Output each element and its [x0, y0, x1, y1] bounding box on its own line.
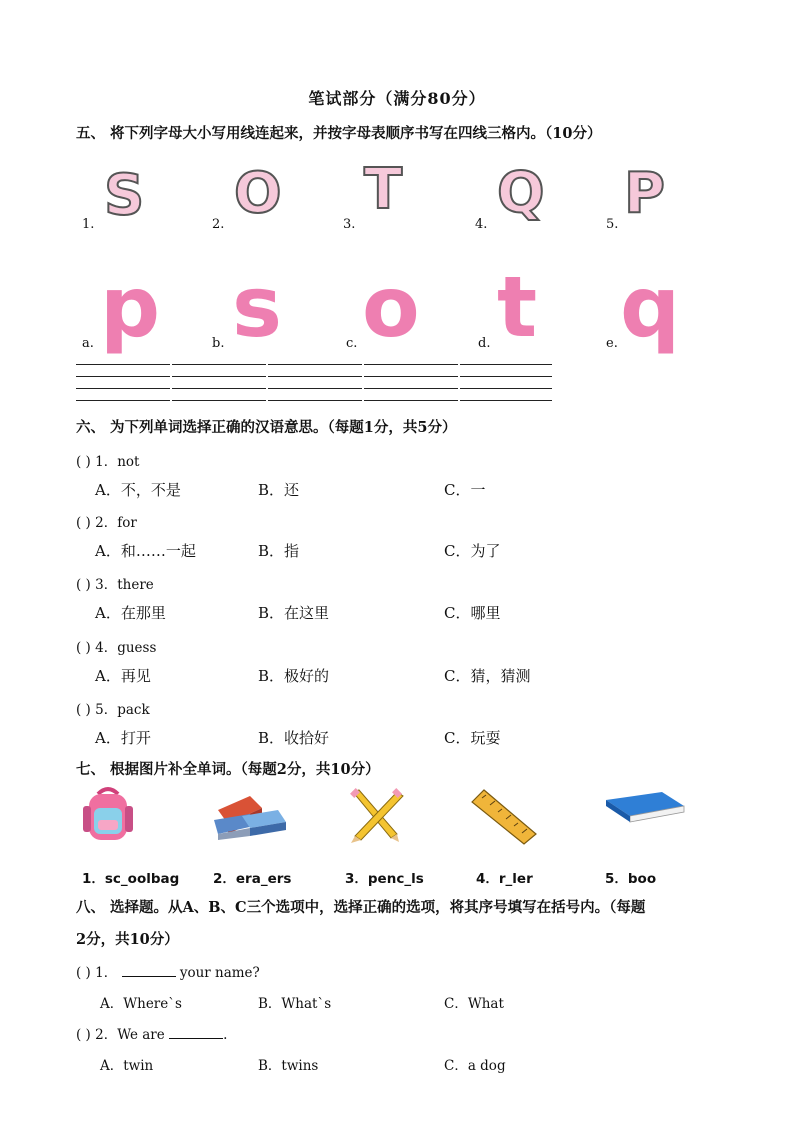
option-b: B．What`s: [258, 996, 332, 1012]
uppercase-letter-s-image: S: [104, 163, 145, 228]
option-a: A．打开: [95, 729, 151, 747]
question-line: [76, 961, 260, 981]
uppercase-number: 4.: [475, 217, 488, 232]
uppercase-number: 2.: [212, 217, 225, 232]
section-5-heading: 五、 将下列字母大小写用线连起来，并按字母表顺序书写在四线三格内。（10分）: [76, 125, 602, 142]
question-line: ( ) 2．for: [76, 515, 137, 531]
question-text: your name?: [179, 965, 260, 981]
option-a: A．在那里: [95, 604, 166, 622]
option-b: B．twins: [258, 1058, 319, 1074]
uppercase-letter-t-image: T: [364, 157, 403, 222]
uppercase-number: 1.: [82, 217, 95, 232]
option-c: C．为了: [444, 542, 501, 560]
answer-blank[interactable]: [169, 1026, 223, 1039]
option-a: A．不，不是: [95, 481, 181, 499]
option-c: C．猜，猜测: [444, 667, 531, 685]
option-c: C．a dog: [444, 1058, 506, 1074]
option-a: A．再见: [95, 667, 151, 685]
lowercase-label: a.: [82, 336, 94, 351]
option-c: C．玩耍: [444, 729, 501, 747]
book-image: [604, 790, 688, 830]
section-6-heading: 六、 为下列单词选择正确的汉语意思。（每题1分，共5分）: [76, 419, 457, 436]
question-number: ( ) 2．We are: [76, 1027, 165, 1043]
answer-blank[interactable]: [122, 964, 176, 977]
lowercase-letter-o: o: [362, 258, 420, 356]
lowercase-letter-p: p: [100, 258, 161, 356]
lowercase-label: c.: [346, 336, 358, 351]
question-line: ( ) 3．there: [76, 577, 154, 593]
section-8-heading-line1: 八、 选择题。从A、B、C三个选项中，选择正确的选项，将其序号填写在括号内。（每题: [76, 899, 646, 916]
lowercase-label: d.: [478, 336, 491, 351]
lowercase-label: e.: [606, 336, 618, 351]
schoolbag-image: [80, 786, 136, 846]
word-fill: 3．penc_ls: [345, 871, 424, 887]
option-b: B．指: [258, 542, 300, 560]
question-number: ( ) 1．: [76, 965, 118, 981]
question-text: .: [223, 1027, 228, 1043]
option-a: A．和……一起: [95, 542, 196, 560]
lowercase-letter-s: s: [232, 258, 282, 356]
ruler-image: [470, 786, 540, 846]
question-line: [76, 1023, 227, 1043]
word-fill: 5．boo: [605, 871, 657, 887]
lowercase-label: b.: [212, 336, 225, 351]
lowercase-letter-t: t: [497, 258, 538, 356]
word-fill: 1．sc_oolbag: [82, 871, 180, 887]
pencils-image: [345, 788, 405, 844]
question-line: ( ) 5．pack: [76, 702, 150, 718]
question-line: ( ) 1．not: [76, 454, 140, 470]
option-b: B．极好的: [258, 667, 330, 685]
uppercase-letter-q-image: Q: [497, 161, 545, 226]
option-c: C．哪里: [444, 604, 501, 622]
option-b: B．收拾好: [258, 729, 330, 747]
lowercase-letter-q: q: [620, 258, 681, 356]
uppercase-number: 5.: [606, 217, 619, 232]
option-a: A．Where`s: [100, 996, 182, 1012]
option-a: A．twin: [100, 1058, 154, 1074]
page-title: 笔试部分（满分80分）: [308, 89, 486, 108]
section-7-heading: 七、 根据图片补全单词。（每题2分，共10分）: [76, 761, 380, 778]
uppercase-number: 3.: [343, 217, 356, 232]
eraser-image: [212, 790, 292, 842]
option-c: C．一: [444, 481, 486, 499]
word-fill: 4．r_ler: [476, 871, 533, 887]
uppercase-letter-p-image: P: [624, 161, 666, 226]
section-8-heading-line2: 2分，共10分）: [76, 931, 179, 948]
option-b: B．在这里: [258, 604, 330, 622]
question-line: ( ) 4．guess: [76, 640, 157, 656]
option-b: B．还: [258, 481, 300, 499]
word-fill: 2．era_ers: [213, 871, 292, 887]
option-c: C．What: [444, 996, 504, 1012]
uppercase-letter-o-image: O: [234, 161, 282, 226]
